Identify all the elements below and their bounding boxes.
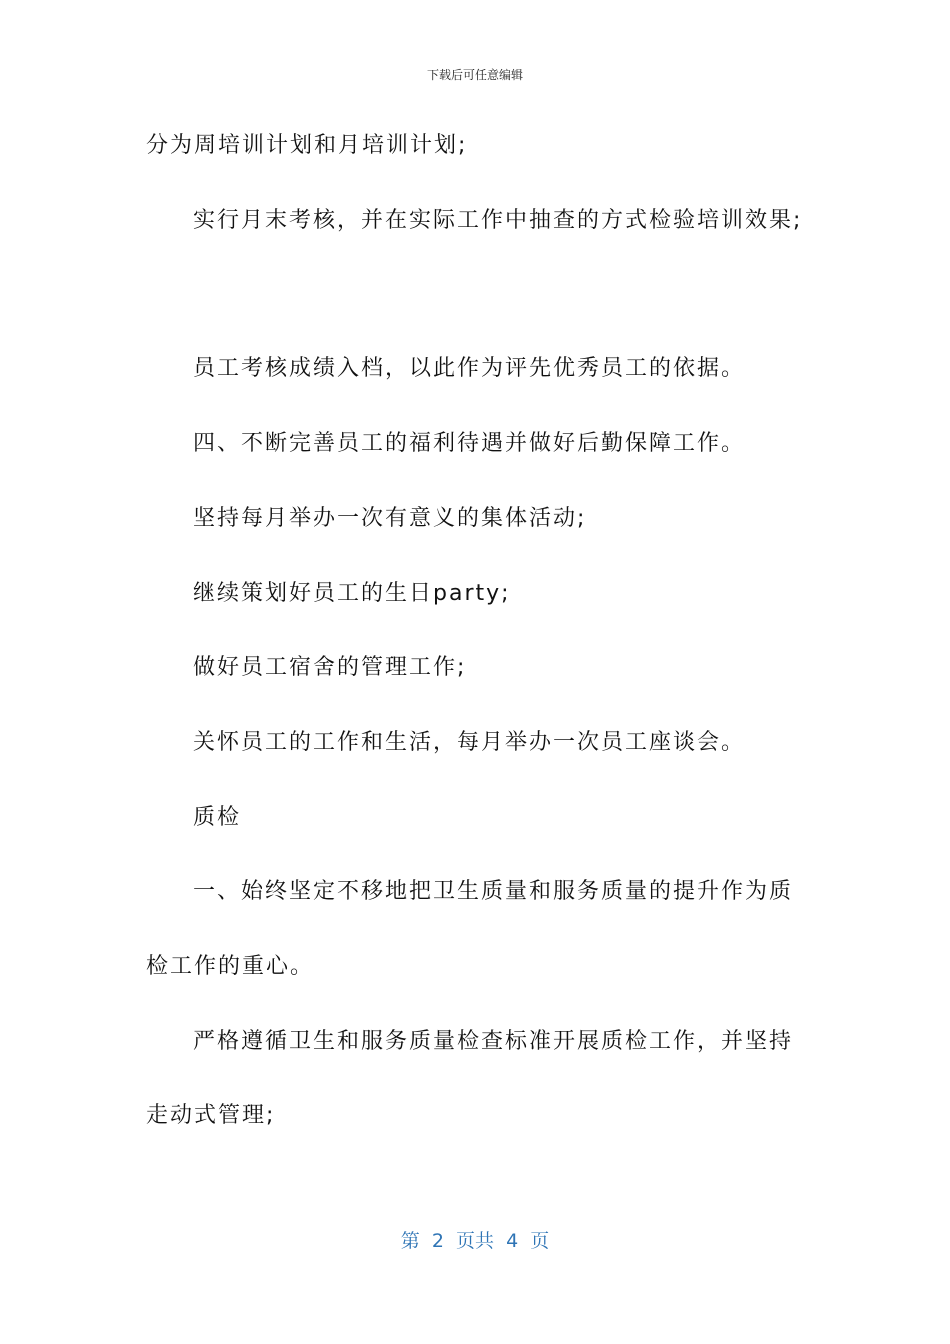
body-line-8: 关怀员工的工作和生活，每月举办一次员工座谈会。 xyxy=(193,730,746,755)
body-line-11: 检工作的重心。 xyxy=(146,954,315,979)
body-line-13: 走动式管理; xyxy=(146,1103,276,1128)
section-heading-welfare: 四、不断完善员工的福利待遇并做好后勤保障工作。 xyxy=(193,431,746,456)
body-line-3: 员工考核成绩入档，以此作为评先优秀员工的依据。 xyxy=(193,356,746,381)
body-line-1: 分为周培训计划和月培训计划; xyxy=(146,133,468,158)
section-title-quality: 质检 xyxy=(193,805,242,830)
body-line-6: 继续策划好员工的生日party; xyxy=(193,581,511,606)
page-number-footer: 第 2 页共 4 页 xyxy=(400,1230,550,1252)
body-line-2: 实行月末考核，并在实际工作中抽查的方式检验培训效果; xyxy=(193,208,803,233)
body-line-5: 坚持每月举办一次有意义的集体活动; xyxy=(193,506,587,531)
page-header: 下载后可任意编辑 xyxy=(426,68,523,82)
body-line-12: 严格遵循卫生和服务质量检查标准开展质检工作，并坚持 xyxy=(193,1029,794,1054)
section-heading-quality-1: 一、始终坚定不移地把卫生质量和服务质量的提升作为质 xyxy=(193,879,794,904)
body-line-7: 做好员工宿舍的管理工作; xyxy=(193,655,467,680)
